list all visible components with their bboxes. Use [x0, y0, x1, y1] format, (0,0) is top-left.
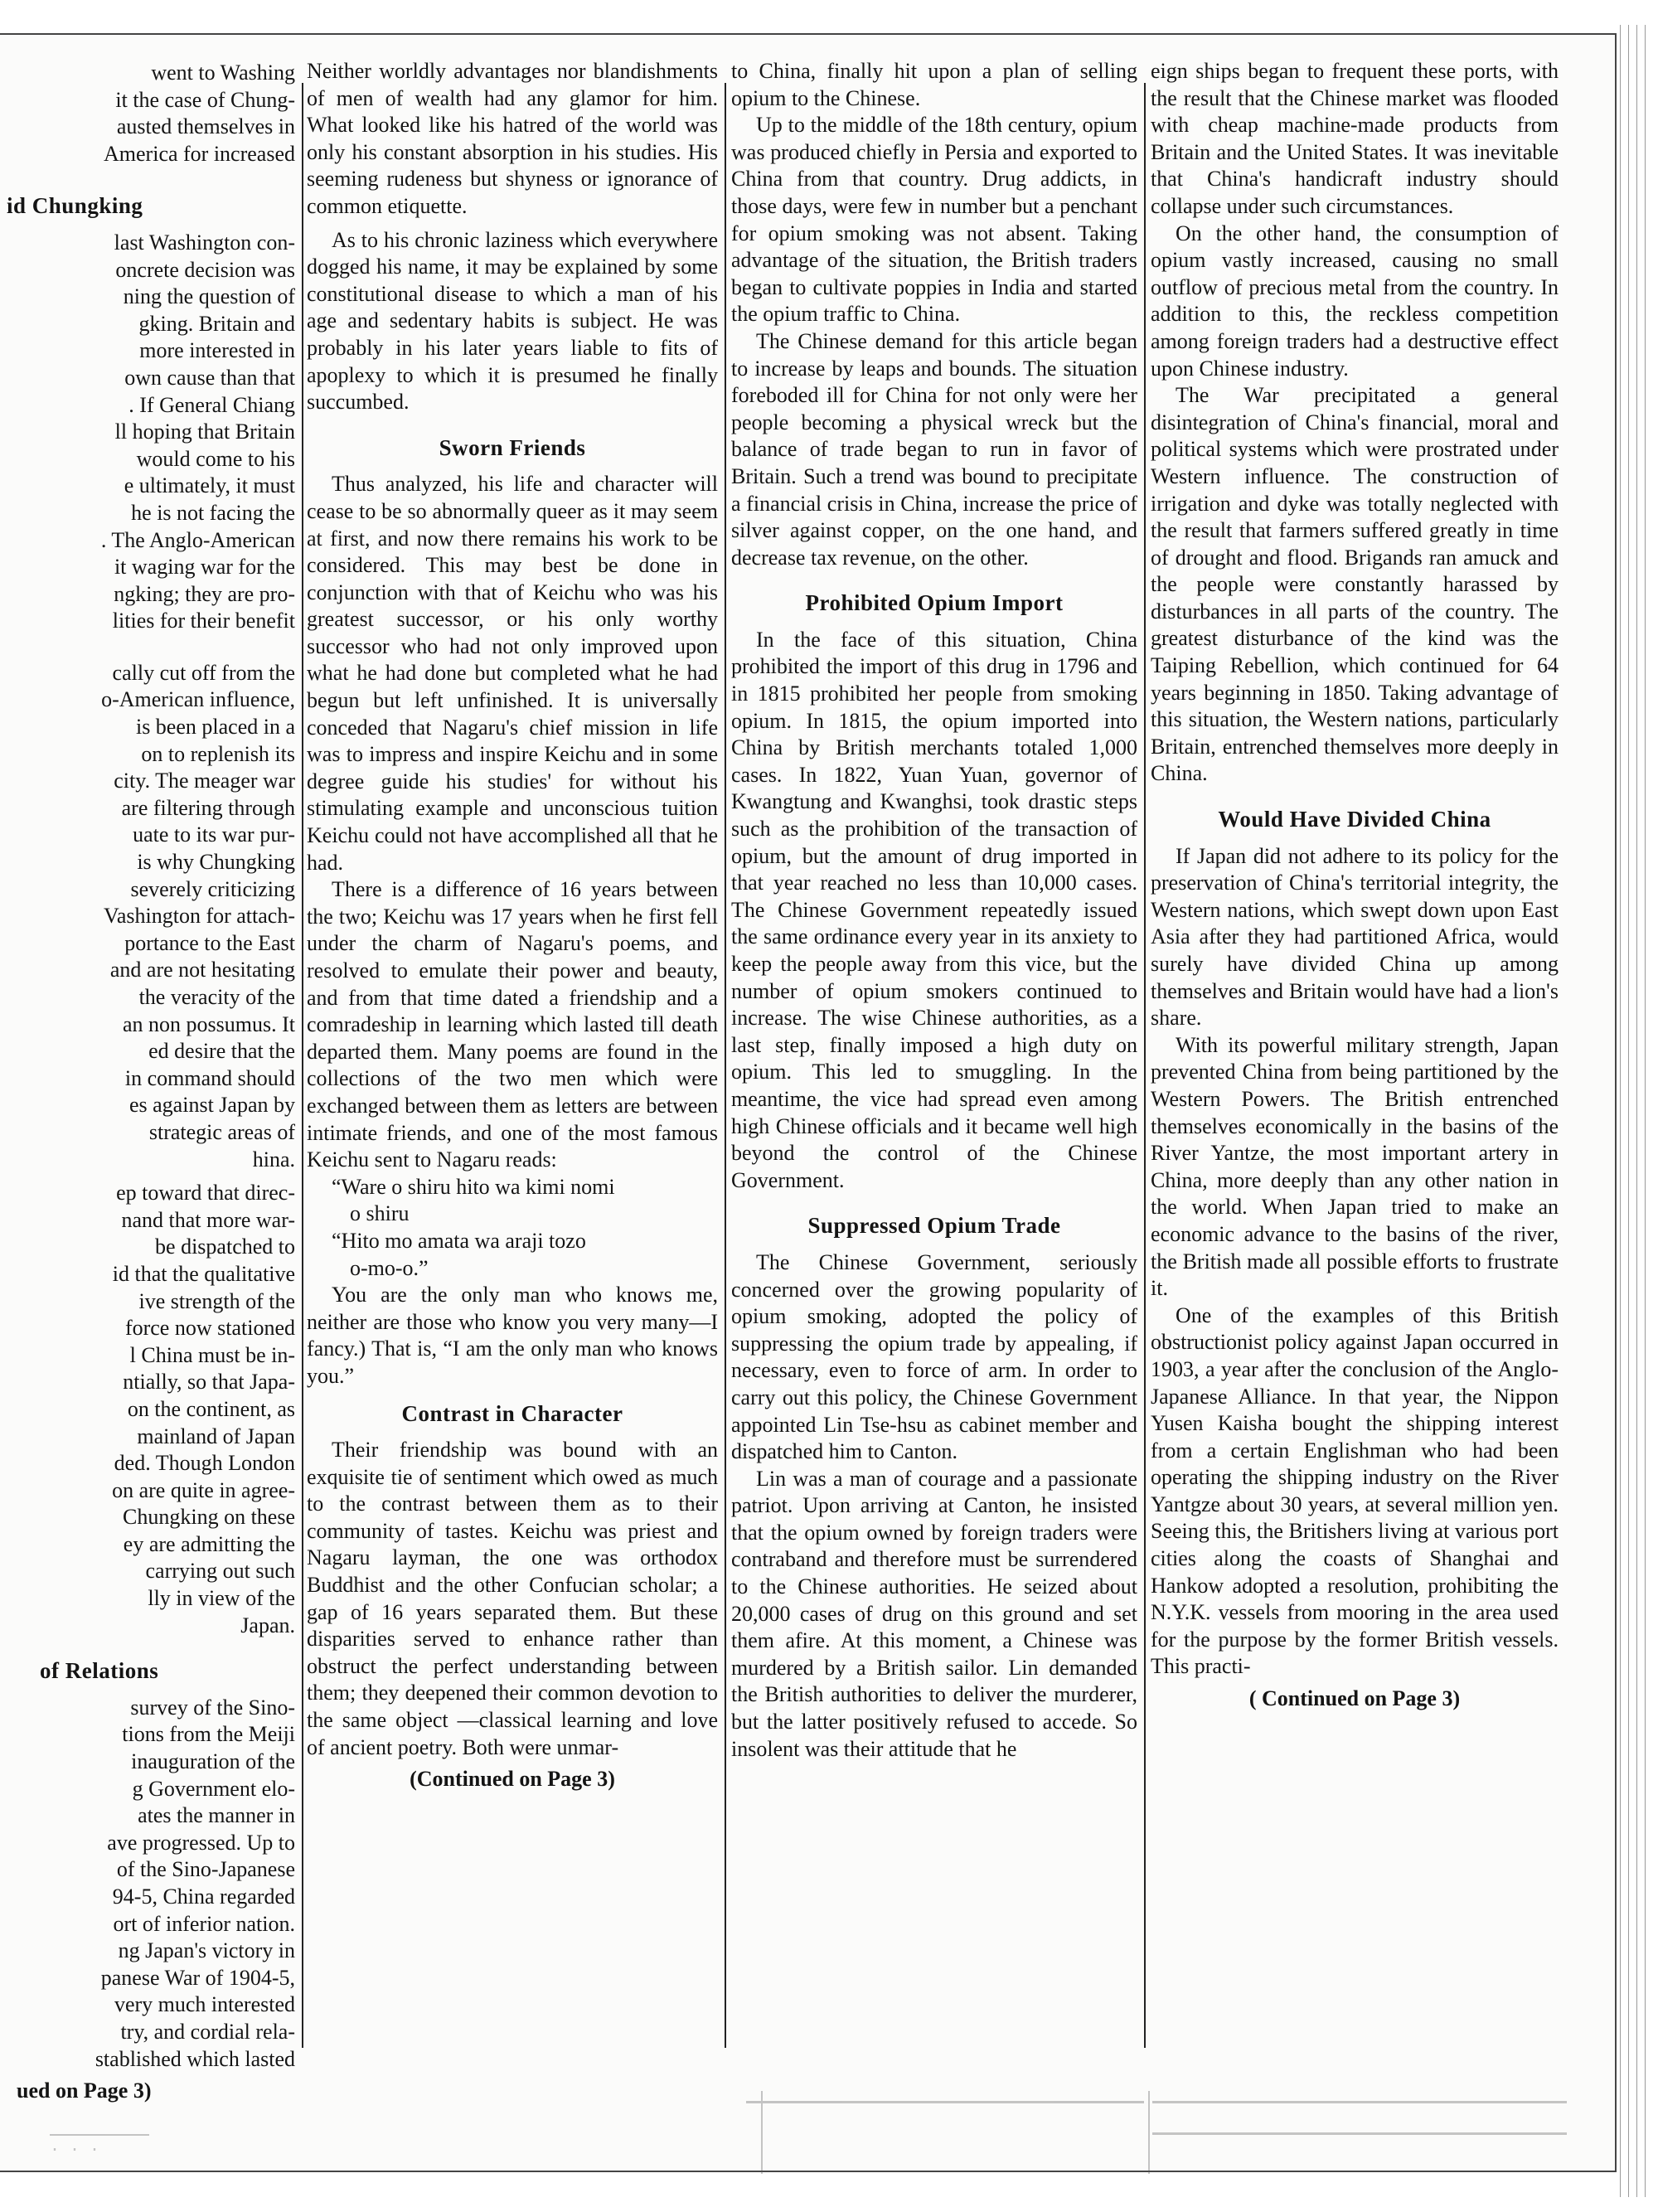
text-line: panese War of 1904-5, [100, 1965, 295, 1990]
text-line: ep toward that direc- [116, 1181, 295, 1205]
text-line: strategic areas of [148, 1119, 295, 1144]
text-line: oncrete decision was [115, 257, 295, 282]
text-line: an non possumus. It [123, 1011, 295, 1036]
text-line: ntially, so that Japa- [123, 1370, 295, 1395]
continued-notice-4: ( Continued on Page 3) [1248, 1686, 1461, 1711]
text-line: gking. Britain and [138, 311, 295, 336]
text-line: e ultimately, it must [124, 473, 295, 498]
text-line: more interested in [139, 338, 295, 363]
text-line: lities for their benefit [112, 609, 295, 633]
text-line: . The Anglo-American [100, 527, 295, 552]
column-3-paragraph-4: In the face of this situation, China prohibited the import of this drug in 1796 and in 1815 prohibited her people from smoking opium. In 1815, the opium imported into China by British merchants totaled 1,000 cases. In 1822, Yuan Yuan, governor of Kwangtung and Kwanghsi, took drastic steps such as the prohibition of the transaction of opium, but the amount of drug imported in that year reached no less than 10,000 cases. The Chinese Government repeatedly issued the same ordinance every year in its anxiety to keep the people away from this vice, but the number of opium smokers continued to increase. The wise Chinese authorities, as a last step, finally imposed a high duty on opium. This led to smuggling. In the meantime, the vice had spread even among high Chinese officials and it became well high beyond the control of the Chinese Government. [731, 627, 1137, 1192]
column-3-paragraph-top: to China, finally hit upon a plan of selling opium to the Chinese. [731, 59, 1137, 110]
subhead-would-have-divided-china: Would Have Divided China [1218, 807, 1491, 832]
text-line: force now stationed [124, 1316, 295, 1341]
text-line: ort of inferior nation. [113, 1911, 295, 1936]
text-line: ave progressed. Up to [107, 1830, 295, 1855]
text-line: he is not facing the [131, 500, 295, 525]
text-line: try, and cordial rela- [120, 2019, 295, 2044]
text-line: o-American influence, [101, 687, 295, 712]
subhead-relations: of Relations [40, 1658, 159, 1684]
column-2-paragraph-4: There is a difference of 16 years between the two; Keichu was 17 years when he first fell under the charm of Nagaru's poems, and resolved to emulate their power and beauty, and from that time dated a friendship and a comradeship in learning which lasted till death departed them. Many poems are found in the collections of the two men which were exchanged between them as letters are between intimate friends, and one of the most famous Keichu sent to Nagaru reads: [307, 877, 718, 1172]
column-2-paragraph-top: Neither worldly advantages nor blandishments of men of wealth had any glamor for him. What looked like his hatred of the world was only his constant absorption in his studies. His seeming rudeness but shyness or ignorance of common etiquette. [307, 59, 718, 218]
column-1-paragraph-2 [7, 660, 295, 1173]
text-line: is been placed in a [135, 715, 295, 740]
column-3-paragraph-5: The Chinese Government, seriously concerned over the growing popularity of opium smoking, adopted the policy of suppressing the opium trade by appealing, if necessary, even to force of arm. In order to carry out this policy, the Chinese Government appointed Lin Tse-hsu as cabinet member and dispatched him to Canton. [731, 1249, 1137, 1464]
subhead-suppressed-opium-trade: Suppressed Opium Trade [807, 1213, 1061, 1239]
text-line: uate to its war pur- [133, 822, 295, 847]
text-line: ed desire that the [148, 1039, 295, 1064]
text-line: l China must be in- [129, 1342, 295, 1367]
text-line: very much interested [114, 1992, 295, 2017]
text-line: ive strength of the [138, 1288, 295, 1313]
text-line: ll hoping that Britain [114, 420, 295, 444]
newspaper-page [0, 33, 1617, 2172]
column-4-paragraph-4: If Japan did not adhere to its policy for the preservation of China's territorial integrity, the Western nations, which swept down upon East Asia after they had partitioned Africa, would surely have divided China up among themselves and Britain would have had a lion's share. [1151, 843, 1559, 1031]
text-line: g Government elo- [132, 1776, 295, 1801]
continued-notice-1: ued on Page 3) [17, 2079, 152, 2103]
text-line: . If General Chiang [128, 392, 295, 417]
column-3-paragraph-2: Up to the middle of the 18th century, opium was produced chiefly in Persia and exported to China from that country. Drug addicts, in those days, were few in number but a penchant for opium smoking was not absent. Taking advantage of the situation, the British traders began to cultivate poppies in India and started the opium traffic to China. [731, 113, 1137, 327]
column-2-paragraph-2: As to his chronic laziness which everywhere dogged his name, it may be explained by some constitutional disease to which a man of his age and sedentary habits is subject. He was probably in his later years liable to fits of apoplexy to which it is presumed he finally succumbed. [307, 227, 718, 415]
text-line: carrying out such [145, 1559, 295, 1584]
text-line: and are not hesitating [109, 958, 295, 982]
text-line: ng Japan's victory in [118, 1938, 295, 1963]
text-line: 94-5, China regarded [112, 1885, 295, 1909]
column-2-paragraph-5: You are the only man who knows me, neither are those who know you very many—I fancy.) That is, “I am the only man who knows you.” [307, 1283, 718, 1388]
subhead-sworn-friends: Sworn Friends [439, 434, 586, 460]
subhead-chungking: id Chungking [7, 193, 143, 219]
text-line: lly in view of the [148, 1586, 295, 1611]
text-line: last Washington con- [114, 230, 295, 255]
text-line: on are quite in agree- [112, 1477, 295, 1502]
column-3-paragraph-3: The Chinese demand for this article began to increase by leaps and bounds. The situation foreboded ill for China for not only were her people becoming a physical wreck but the balance of trade began to run in favor of Britain. Such a trend was bound to precipitate a financial crisis in China, increase the price of silver against copper, on the one hand, and decrease tax revenue, on the other. [731, 328, 1137, 570]
column-1-intro [7, 60, 295, 167]
text-line: mainland of Japan [137, 1424, 295, 1448]
column-1-paragraph-4 [7, 1695, 295, 2073]
text-line: ates the manner in [138, 1803, 295, 1828]
column-rule [725, 83, 726, 2048]
text-line: cally cut off from the [112, 660, 295, 685]
column-4-paragraph-top: eign ships began to frequent these ports, with the result that the Chinese market was flooded with cheap machine-made products from Britain and the United States. It was inevitable that China's handicraft industry should collapse under such circumstances. [1151, 59, 1559, 218]
text-line: ning the question of [123, 284, 295, 309]
column-2-paragraph-6: Their friendship was bound with an exquisite tie of sentiment which owed as much to the contrast between them as to their community of tastes. Keichu was priest and Nagaru layman, the one was orthodox Buddhist and the other Confucian scholar; a gap of 16 years separated them. But these disparities served to enhance rather than obstruct the perfect understanding between them; they deepened their common devotion to the same object —classical learning and love of ancient poetry. Both were unmar- [307, 1438, 718, 1759]
text-line: of the Sino-Japanese [116, 1857, 295, 1882]
text-line: America for increased [104, 141, 295, 166]
continued-notice-2: (Continued on Page 3) [410, 1767, 615, 1792]
column-2-paragraph-3: Thus analyzed, his life and character will cease to be so abnormally queer as it may seem at first, and now there remains his work to be considered. This may best be done in conjunction with that of Keichu who was his greatest successor, or his only worthy successor who had not only improved upon what he had done but completed what he had begun but left unfinished. It is universally conceded that Nagaru's chief mission in life was to impress and inspire Keichu and in some degree guide his studies' for without his stimulating example and unconscious tuition Keichu could not have accomplished all that he had. [307, 472, 718, 875]
text-line: inauguration of the [131, 1749, 295, 1774]
poem-line-1: “Ware o shiru hito wa kimi nomi [332, 1174, 615, 1199]
bleed-through-area: · · · [0, 2083, 1615, 2174]
column-1-paragraph-3 [7, 1180, 295, 1639]
text-line: city. The meager war [114, 769, 295, 793]
text-line: Japan. [240, 1613, 295, 1637]
text-line: ded. Though London [114, 1451, 295, 1476]
text-line: on to replenish its [141, 741, 295, 766]
text-line: it waging war for the [114, 555, 295, 580]
text-line: are filtering through [121, 795, 295, 820]
text-line: id that the qualitative [112, 1261, 295, 1286]
text-line: Chungking on these [123, 1505, 295, 1530]
text-line: ngking; they are pro- [114, 581, 295, 606]
text-line: stablished which lasted [95, 2046, 295, 2071]
column-4-paragraph-6: One of the examples of this British obstructionist policy against Japan occurred in 1903, a year after the conclusion of the Anglo-Japanese Alliance. In that year, the Nippon Yusen Kaisha bought the shipping interest from a certain Englishman who had been operating the shipping industry on the River Yantgze about 30 years, at several million yen. Seeing this, the Britishers living at various port cities along the coasts of Shanghai and Hankow adopted a resolution, prohibiting the N.Y.K. vessels from mooring in the area used for the purpose by the former British vessels. This practi- [1151, 1302, 1559, 1679]
text-line: would come to his [136, 446, 295, 471]
column-4-paragraph-5: With its powerful military strength, Japan prevented China from being partitioned by the Western Powers. The British entrenched themselves economically in the basins of the River Yantze, the most important artery in China, more deeply than any other nation in the world. When Japan tried to make an economic advance to the basins of the river, the British made all possible efforts to frustrate it. [1151, 1032, 1559, 1301]
text-line: es against Japan by [128, 1093, 295, 1118]
column-rule [302, 83, 303, 2048]
text-line: own cause than that [124, 365, 295, 390]
text-line: nand that more war- [121, 1207, 295, 1232]
text-line: hina. [252, 1147, 295, 1171]
text-line: went to Washing [151, 61, 295, 85]
text-line: in command should [124, 1065, 295, 1090]
text-line: severely criticizing [130, 876, 295, 901]
text-line: the veracity of the [138, 985, 295, 1009]
column-4-paragraph-3: The War precipitated a general disintegration of China's financial, moral and political systems which were prostrated under Western influence. The construction of irrigation and dyke was totally neglected with the result that farmers suffered greatly in time of drought and flood. Brigands ran amuck and the people were constantly harassed by disturbances in all parts of the country. The greatest disturbance of the kind was the Taiping Rebellion, which continued for 64 years beginning in 1850. Taking advantage of this situation, the Western nations, particularly Britain, entrenched themselves more deeply in China. [1151, 383, 1559, 786]
article-column-4 [1151, 59, 1559, 2069]
subhead-contrast-in-character: Contrast in Character [401, 1400, 623, 1426]
subhead-prohibited-opium-import: Prohibited Opium Import [805, 590, 1064, 616]
page-edge [1617, 25, 1658, 2197]
article-column-1 [0, 61, 295, 2103]
column-rule [1144, 83, 1146, 2048]
column-4-paragraph-2: On the other hand, the consumption of opium vastly increased, causing no small outflow of precious metal from the country. In addition to this, the reckless competition among foreign traders had a destructive effect upon Chinese industry. [1151, 221, 1559, 381]
poem-line-2: o shiru [350, 1201, 410, 1226]
article-column-3 [731, 59, 1137, 2069]
text-line: austed themselves in [116, 114, 295, 139]
text-line: portance to the East [124, 930, 295, 955]
article-column-2 [307, 59, 718, 2069]
poem-line-3: “Hito mo amata wa araji tozo [332, 1228, 586, 1253]
column-3-paragraph-6: Lin was a man of courage and a passionate patriot. Upon arriving at Canton, he insisted that the opium owned by foreign traders were contraband and therefore must be surrendered to the Chinese authorities. He seized about 20,000 cases of drug on this ground and set them afire. At this moment, a Chinese was murdered by a British sailor. Lin demanded the British authorities to deliver the murderer, but the latter positively refused to accede. So insolent was their attitude that he [731, 1466, 1137, 1761]
poem-line-4: o-mo-o.” [350, 1255, 429, 1280]
text-line: be dispatched to [155, 1235, 295, 1259]
text-line: it the case of Chung- [115, 87, 295, 112]
text-line: tions from the Meiji [122, 1722, 295, 1747]
text-line: Vashington for attach- [103, 904, 295, 929]
column-1-paragraph-1 [7, 230, 295, 635]
text-line: ey are admitting the [123, 1531, 295, 1556]
text-line: survey of the Sino- [130, 1695, 295, 1720]
text-line: on the continent, as [127, 1396, 295, 1421]
text-line: is why Chungking [137, 850, 295, 875]
